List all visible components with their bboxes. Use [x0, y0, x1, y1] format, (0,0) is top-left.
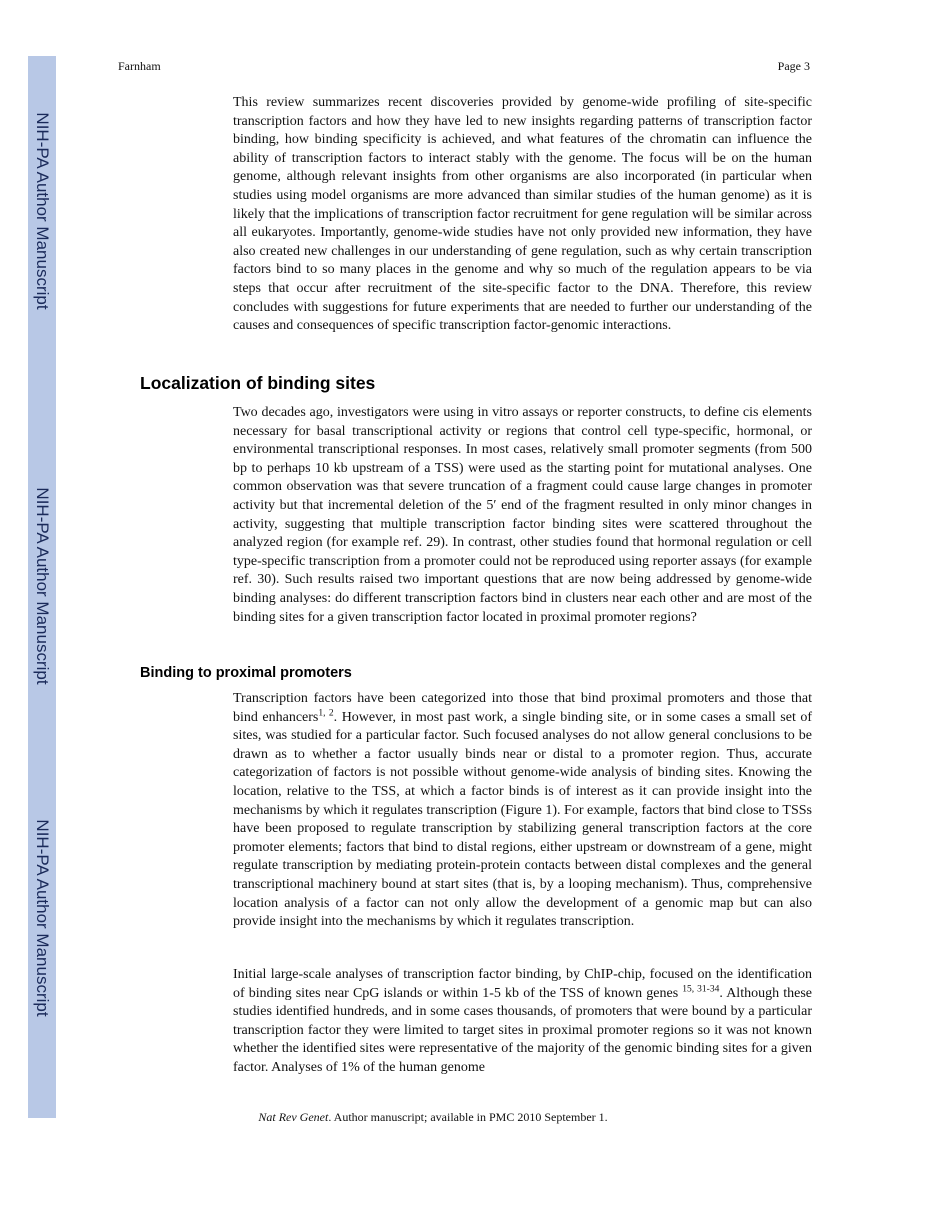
manuscript-sidebar: NIH-PA Author Manuscript NIH-PA Author Manuscript NIH-PA Author Manuscript — [28, 56, 56, 1118]
page-footer: Nat Rev Genet. Author manuscript; available in PMC 2010 September 1. — [258, 1110, 608, 1124]
proximal-paragraph-2: Initial large-scale analyses of transcription factor binding, by ChIP-chip, focused on the identification of binding sites near CpG islands or within 1-5 kb of the TSS of known genes $^{15, 31-34}$. Although these studies identified hundreds, and in some cases thousands, of promoters that were bound by a particular transcription factor they were limited to target sites in proximal promoter regions so it was not known whether the identified sites were representative of the majority of the genomic binding sites for a given factor. Analyses of 1% of the human genome — [233, 967, 812, 1075]
proximal-paragraph-1: Transcription factors have been categorized into those that bind proximal promoters and those that bind enhancers$^{1, 2}$. However, in most past work, a single binding site, or in some cases a small set of sites, was studied for a particular factor. Such focused analyses do not allow general conclusions to be drawn as to whether a factor usually binds near or distal to a promoter region. Thus, accurate categorization of factors is not possible without genome-wide analysis of binding sites. Knowing the location, relative to the TSS, at which a factor binds is of interest as it can provide insight into the mechanisms by which it regulates transcription (Figure 1). For example, factors that bind close to TSSs have been proposed to regulate transcription by stabilizing general transcription factors at the core promoter elements; factors that bind to distal regions, either upstream or downstream of a gene, might regulate transcription by mediating protein-protein contacts between distal complexes and the general transcriptional machinery bound at start sites (that is, by a looping mechanism). Thus, comprehensive location analysis of a factor can not only allow the development of a genomic map but can also provide insight into the mechanisms by which it regulates transcription. — [233, 691, 813, 930]
localization-paragraph: Two decades ago, investigators were using in vitro assays or reporter constructs, to define cis elements necessary for basal transcriptional activity or regions that control cell type-specific, hormonal, or environmental transcriptional responses. In most cases, relatively small promoter segments (from 500 bp to perhaps 10 kb upstream of a TSS) were used as the starting point for mutational analyses. One common observation was that severe truncation of a fragment could cause large changes in promoter activity but that incremental deletion of the 5′ end of the fragment resulted in only minor changes in activity, suggesting that multiple transcription factor binding sites were scattered throughout the analyzed region (for example ref. 29). In contrast, other studies found that hormonal regulation or cell type-specific transcription from a promoter could not be reproduced using reporter assays (for example ref. 30). Such results raised two important questions that are now being addressed by genome-wide binding analyses: do different transcription factors bind in clusters near each other and are most of the binding sites for a given transcription factor located in proximal promoter regions? — [233, 405, 812, 625]
running-head-author: Farnham — [118, 59, 161, 73]
intro-paragraph: This review summarizes recent discoveries provided by genome-wide profiling of site-specific transcription factors and how they have led to new insights regarding patterns of transcription factor binding, how binding specificity is achieved, and what features of the chromatin can influence the ability of transcription factors to interact stably with the genome. The focus will be on the human genome, although relevant insights from other organisms are also incorporated (in particular when studies using model organisms are more advanced than similar studies of the human genome) as it is likely that the implications of transcription factor recruitment for gene regulation will be similar across all eukaryotes. Importantly, genome-wide studies have not only provided new information, they have also created new challenges in our understanding of gene regulation, such as why certain transcription factors bind to so many places in the genome and why so much of the regulation appears to be via steps that occur after recruitment of the site-specific factor to the DNA. Therefore, this review concludes with suggestions for future experiments that are needed to further our understanding of the causes and consequences of specific transcription factor-genomic interactions. — [233, 95, 812, 334]
journal-name: Nat Rev Genet — [258, 1110, 329, 1124]
citation-ref: 15, 31-34 — [682, 983, 720, 994]
subsection-heading-proximal: Binding to proximal promoters — [140, 665, 352, 681]
citation-ref: 1, 2 — [318, 707, 334, 718]
running-head-page: Page 3 — [777, 59, 810, 73]
section-heading-localization: Localization of binding sites — [140, 373, 376, 393]
